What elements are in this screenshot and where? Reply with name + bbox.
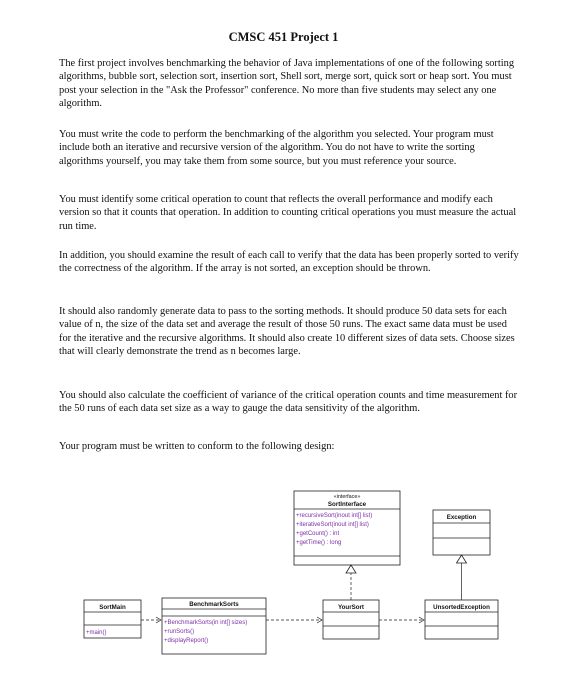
paragraph-random-data: It should also randomly generate data to pass to the sorting methods. It should produce 50 data sets for each value of n, the size of the data set and average the result of those 50 runs. The exact same data must be used for the iterative and the recursive algorithms. It should also create 10 different sizes of data sets. Choose sizes that will clearly demonstrate the trend as n becomes large. [59,306,515,358]
method-main: +main() [86,630,107,636]
method-run-sorts: +runSorts() [164,629,195,635]
your-sort-class [323,600,379,639]
document-title: CMSC 451 Project 1 [228,30,339,44]
benchmark-sorts-name: BenchmarkSorts [189,601,239,608]
method-get-time: +getTime() : long [296,540,342,546]
sort-main-class [84,600,141,638]
benchmark-sorts-class [162,598,266,654]
paragraph-benchmark-code: You must write the code to perform the benchmarking of the algorithm you selected. Your program must include both an iterative and recursive version of the algorithm. You do not have to write the sorting algorithms yourself, you may take them from some source, but you must reference your source. [59,129,494,167]
paragraph-project-overview: The first project involves benchmarking the behavior of Java implementations of one of the following sorting algorithms, bubble sort, selection sort, insertion sort, Shell sort, merge sort, quick sort or heap sort. You must post your selection in the "Ask the Professor" conference. No more than five students may select any one algorithm. [59,58,515,110]
method-get-count: +getCount() : int [296,531,340,537]
paragraph-coefficient-variance: You should also calculate the coefficient of variance of the critical operation counts and time measurement for the 50 runs of each data set size as a way to gauge the data sensitivity of the algorithm. [59,390,518,415]
paragraph-design-intro: Your program must be written to conform to the following design: [59,441,335,452]
your-sort-name: YourSort [337,604,365,611]
generalization-arrow [457,555,467,600]
exception-class [433,510,490,555]
sort-interface-class [294,491,400,565]
unsorted-exception-class [425,600,498,639]
method-benchmark-sorts-constructor: +BenchmarkSorts(in int[] sizes) [164,620,248,626]
uml-class-diagram [0,480,567,694]
sort-main-name: SortMain [99,604,126,611]
dependency-benchmark-yoursort [266,617,322,623]
sort-interface-stereotype: «interface» [333,494,361,500]
dependency-sortmain-benchmark [141,617,161,623]
method-recursive-sort: +recursiveSort(inout int[] list) [296,513,373,519]
dependency-yoursort-unsorted [379,617,424,623]
sort-interface-name: SortInterface [327,501,367,508]
exception-name: Exception [446,514,477,521]
paragraph-critical-operation: You must identify some critical operation to count that reflects the overall performance and modify each version so that it counts that operation. In addition to counting critical operations you must measure the actual run time. [59,194,517,232]
realization-arrow [346,565,356,600]
paragraph-verify-sorted: In addition, you should examine the result of each call to verify that the data has been properly sorted to verify the correctness of the algorithm. If the array is not sorted, an exception should be thrown. [59,250,519,275]
method-iterative-sort: +iterativeSort(inout int[] list) [296,522,369,528]
unsorted-exception-name: UnsortedException [433,604,490,611]
method-display-report: +displayReport() [164,638,209,644]
